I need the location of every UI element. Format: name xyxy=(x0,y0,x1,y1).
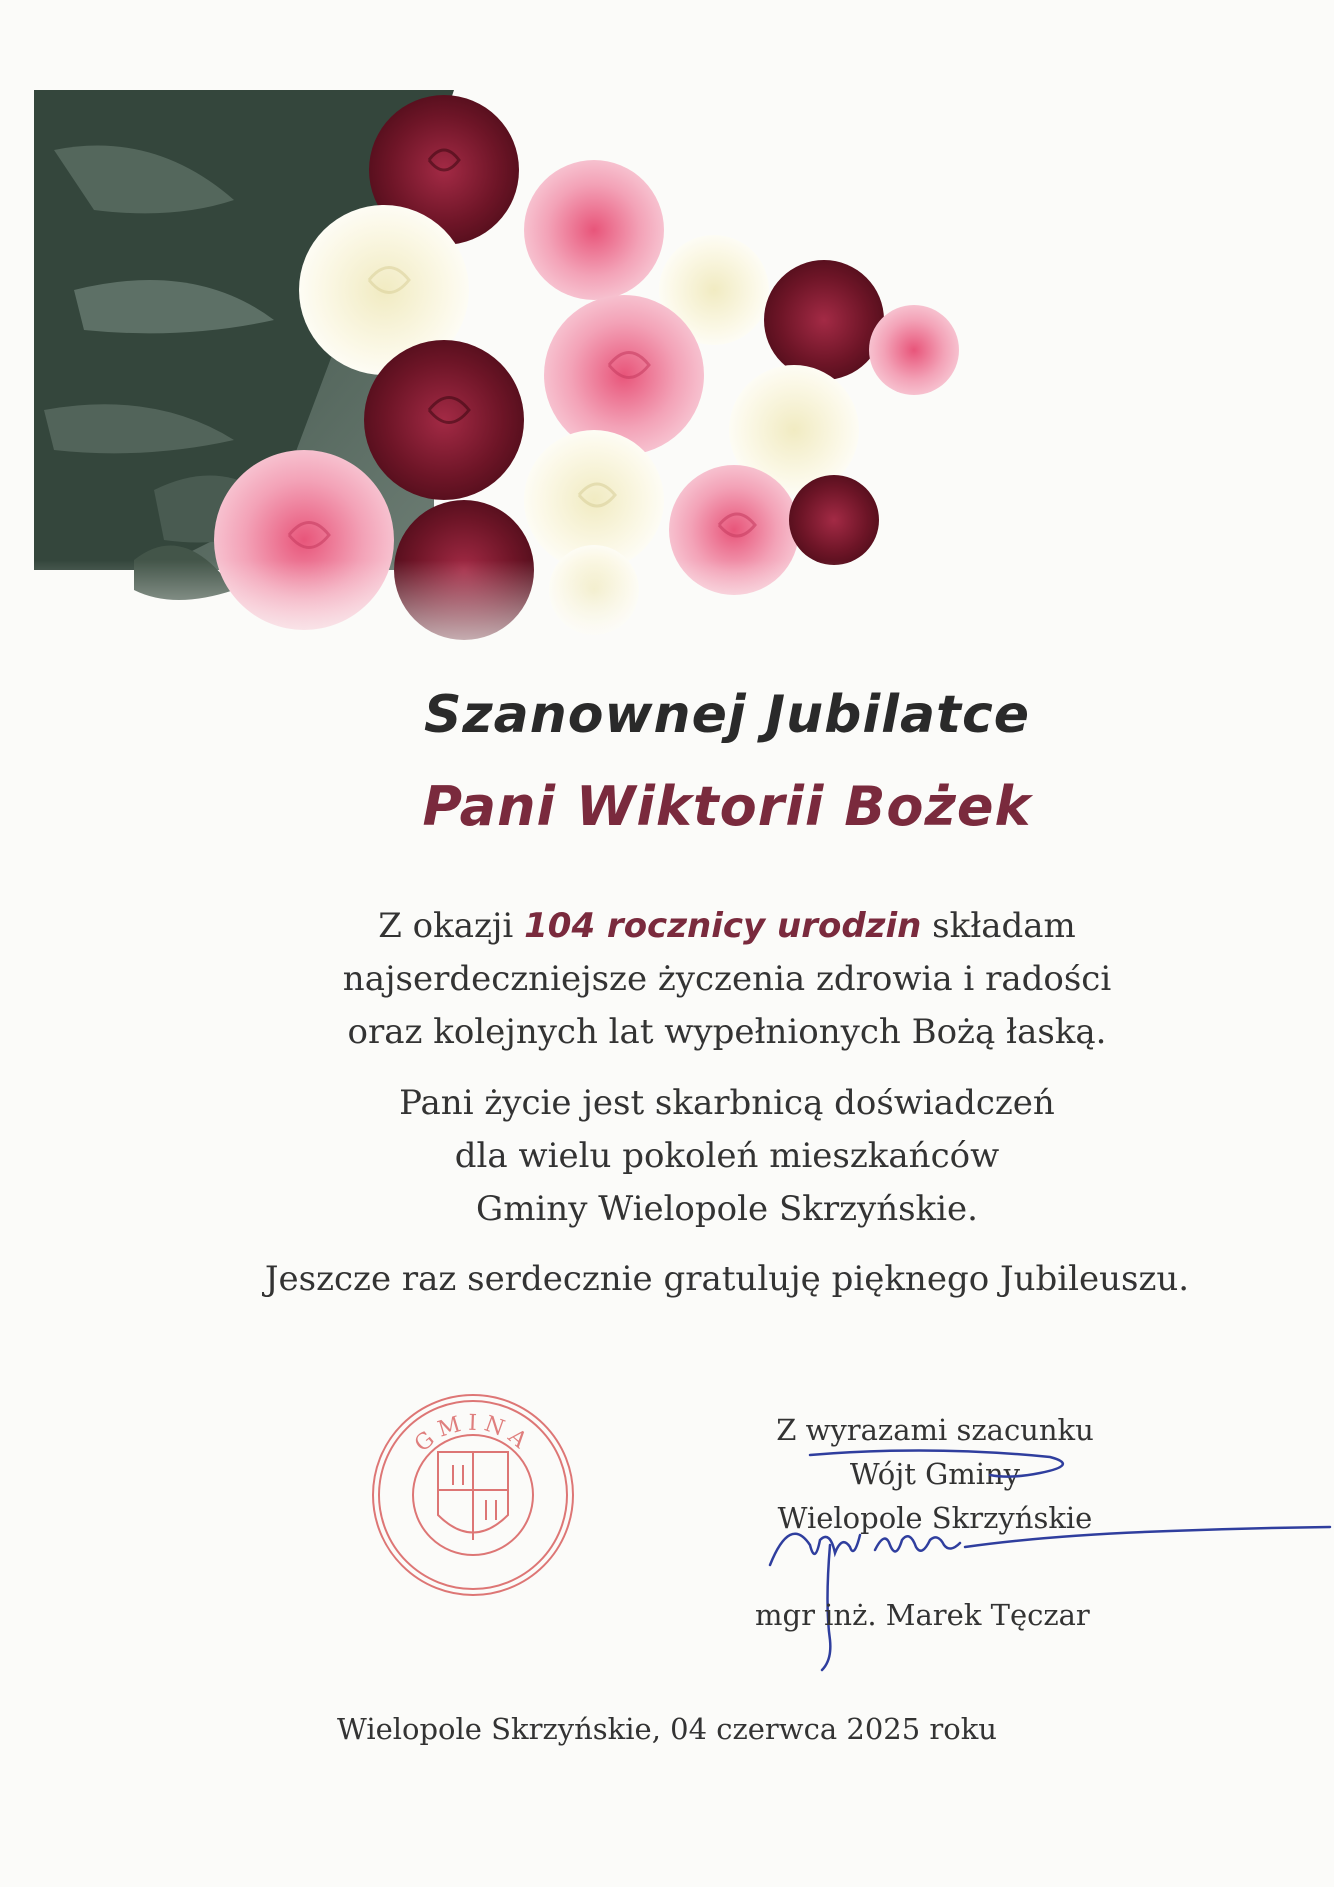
title-name-line: Pani Wiktorii Bożek xyxy=(422,775,1032,838)
paragraph-wishes xyxy=(60,900,1334,1059)
paragraph-line xyxy=(60,900,1334,953)
signer-municipality: Wielopole Skrzyńskie xyxy=(777,1501,1093,1535)
official-stamp-seal xyxy=(368,1390,578,1600)
paragraph-line: Gminy Wielopole Skrzyńskie. xyxy=(476,1189,978,1229)
title-addressee-line: Szanownej Jubilatce xyxy=(423,685,1031,745)
paragraph-line: Pani życie jest skarbnicą doświadczeń xyxy=(399,1083,1055,1123)
svg-text:GMINA xyxy=(410,1410,536,1457)
place-and-date: Wielopole Skrzyńskie, 04 czerwca 2025 roku xyxy=(337,1712,997,1746)
text-fragment: Z okazji xyxy=(378,906,525,946)
paragraph-life xyxy=(60,1077,1334,1236)
paragraph-line: najserdeczniejsze życzenia zdrowia i radości xyxy=(342,959,1112,999)
signer-role: Wójt Gminy xyxy=(849,1457,1021,1491)
paragraph-line: Jeszcze raz serdecznie gratuluję pięknego Jubileuszu. xyxy=(264,1259,1190,1299)
paragraph-congratulations xyxy=(60,1253,1334,1306)
anniversary-highlight: 104 rocznicy urodzin xyxy=(524,906,922,946)
signer-name: mgr inż. Marek Tęczar xyxy=(755,1598,1090,1632)
paragraph-line: oraz kolejnych lat wypełnionych Bożą łaską. xyxy=(347,1012,1107,1052)
stamp-text: GMINA xyxy=(410,1410,537,1458)
closing-phrase: Z wyrazami szacunku xyxy=(776,1413,1094,1447)
text-fragment: składam xyxy=(921,906,1076,946)
paragraph-line: dla wielu pokoleń mieszkańców xyxy=(454,1136,1000,1176)
handwritten-signature xyxy=(750,1435,1334,1675)
roses-bouquet-image xyxy=(34,90,984,680)
